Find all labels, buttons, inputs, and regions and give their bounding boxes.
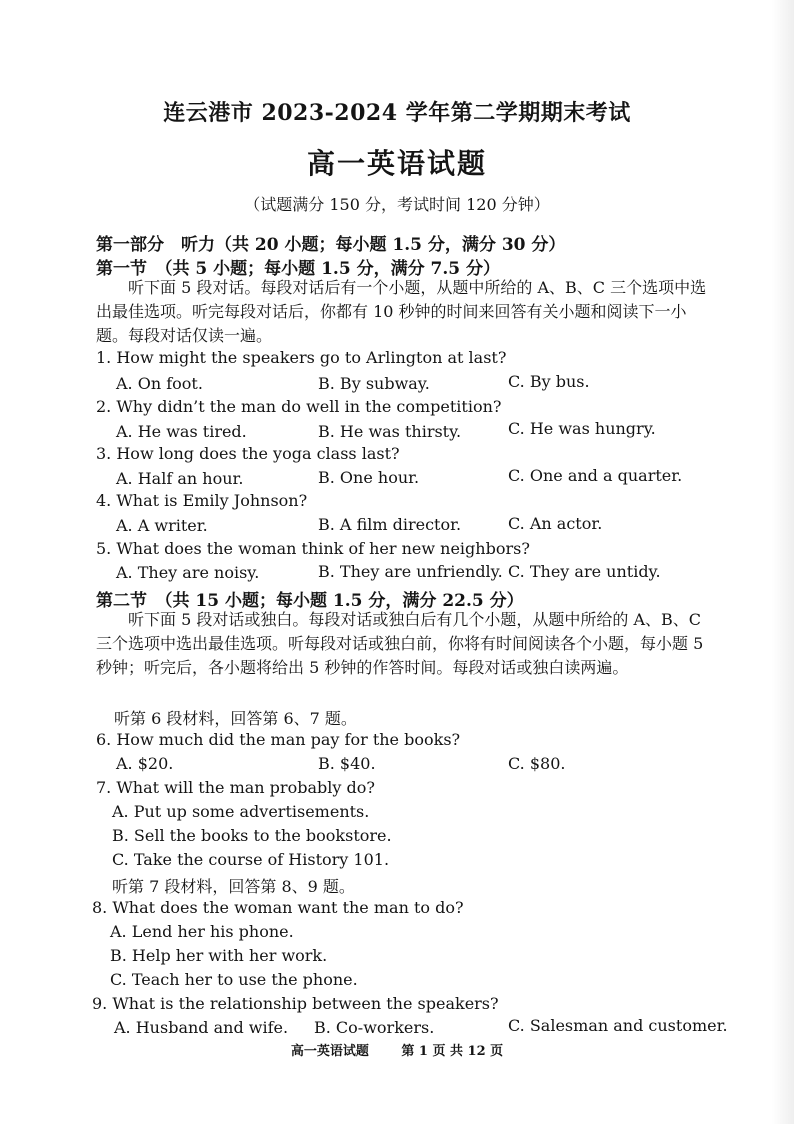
q9-option-a: A. Husband and wife. (114, 1018, 289, 1037)
q3-option-c: C. One and a quarter. (508, 466, 683, 485)
q5-option-b: B. They are unfriendly. (318, 562, 503, 581)
question-4: 4. What is Emily Johnson? (96, 491, 308, 510)
q6-option-a: A. $20. (116, 754, 174, 773)
question-7: 7. What will the man probably do? (96, 778, 375, 797)
question-3: 3. How long does the yoga class last? (96, 444, 400, 463)
question-9: 9. What is the relationship between the speakers? (92, 994, 499, 1013)
q1-option-b: B. By subway. (318, 374, 430, 393)
footer-subject: 高一英语试题 (290, 1044, 369, 1059)
q3-option-a: A. Half an hour. (116, 469, 244, 488)
q4-option-b: B. A film director. (318, 515, 462, 534)
q3-option-b: B. One hour. (318, 468, 420, 487)
q2-option-a: A. He was tired. (116, 422, 247, 441)
q8-option-a: A. Lend her his phone. (110, 922, 294, 941)
q9-option-b: B. Co-workers. (314, 1018, 435, 1037)
question-8: 8. What does the woman want the man to do? (92, 898, 464, 917)
exam-note: （试题满分 150 分，考试时间 120 分钟） (244, 195, 550, 214)
q4-option-a: A. A writer. (116, 516, 208, 535)
exam-title: 连云港市 2023-2024 学年第二学期期末考试 (163, 100, 631, 126)
section2-instructions: 听下面 5 段对话或独白。每段对话或独白后有几个小题，从题中所给的 A、B、C 三个选项中选出最佳选项。听每段对话或独白前，你将有时间阅读各个小题，每小题 5 秒钟；听完后，各小题将给出 5 秒钟的作答时间。每段对话或独白读两遍。 (96, 610, 704, 677)
q2-option-c: C. He was hungry. (508, 419, 656, 438)
q6-option-b: B. $40. (318, 754, 376, 773)
section1-heading: 第一节 （共 5 小题；每小题 1.5 分，满分 7.5 分） (96, 259, 500, 279)
q5-option-a: A. They are noisy. (116, 563, 260, 582)
question-5: 5. What does the woman think of her new neighbors? (96, 539, 530, 558)
section1-instructions: 听下面 5 段对话。每段对话后有一个小题，从题中所给的 A、B、C 三个选项中选出最佳选项。听完每段对话后，你都有 10 秒钟的时间来回答有关小题和阅读下一小题。每段对话仅读一遍。 (96, 278, 707, 345)
scan-edge-shadow (772, 0, 794, 1124)
question-2: 2. Why didn’t the man do well in the competition? (96, 397, 502, 416)
exam-subject: 高一英语试题 (306, 147, 487, 180)
material-7-instruction: 听第 7 段材料，回答第 8、9 题。 (112, 877, 355, 896)
q7-option-a: A. Put up some advertisements. (112, 802, 370, 821)
part1-heading: 第一部分 听力（共 20 小题；每小题 1.5 分，满分 30 分） (96, 235, 566, 255)
q8-option-c: C. Teach her to use the phone. (110, 970, 358, 989)
q4-option-c: C. An actor. (508, 514, 603, 533)
q8-option-b: B. Help her with her work. (110, 946, 328, 965)
q9-option-c: C. Salesman and customer. (508, 1016, 728, 1035)
footer-page-number: 第 1 页 共 12 页 (401, 1044, 504, 1059)
q6-option-c: C. $80. (508, 754, 566, 773)
q1-option-a: A. On foot. (116, 374, 203, 393)
page-footer (0, 1040, 794, 1059)
q7-option-b: B. Sell the books to the bookstore. (112, 826, 392, 845)
q7-option-c: C. Take the course of History 101. (112, 850, 390, 869)
section2-heading: 第二节 （共 15 小题；每小题 1.5 分，满分 22.5 分） (96, 591, 524, 611)
q1-option-c: C. By bus. (508, 372, 590, 391)
question-1: 1. How might the speakers go to Arlington at last? (96, 348, 507, 367)
question-6: 6. How much did the man pay for the books? (96, 730, 461, 749)
q5-option-c: C. They are untidy. (508, 562, 661, 581)
material-6-instruction: 听第 6 段材料，回答第 6、7 题。 (114, 709, 357, 728)
q2-option-b: B. He was thirsty. (318, 422, 462, 441)
